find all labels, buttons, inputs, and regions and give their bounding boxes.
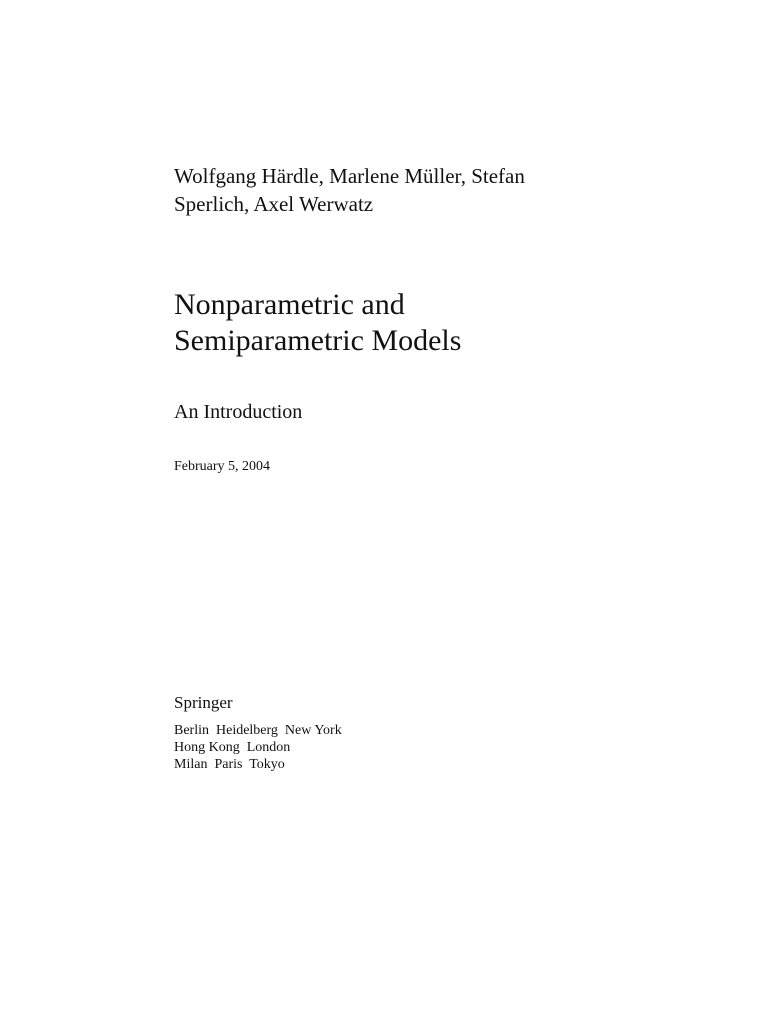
city-line: Hong Kong London (174, 740, 291, 755)
publisher-name: Springer (174, 693, 233, 712)
city-line: Milan Paris Tokyo (174, 757, 285, 772)
book-title-line-1: Nonparametric and (174, 288, 405, 321)
city-line: Berlin Heidelberg New York (174, 723, 342, 738)
publisher-cities (174, 722, 342, 773)
date-line: February 5, 2004 (174, 459, 271, 474)
book-subtitle: An Introduction (174, 401, 303, 423)
author-line-1: Wolfgang Härdle, Marlene Müller, Stefan (174, 164, 525, 188)
book-title (174, 287, 654, 359)
author-list (174, 162, 614, 218)
book-title-line-2: Semiparametric Models (174, 324, 462, 357)
author-line-2: Sperlich, Axel Werwatz (174, 192, 374, 216)
